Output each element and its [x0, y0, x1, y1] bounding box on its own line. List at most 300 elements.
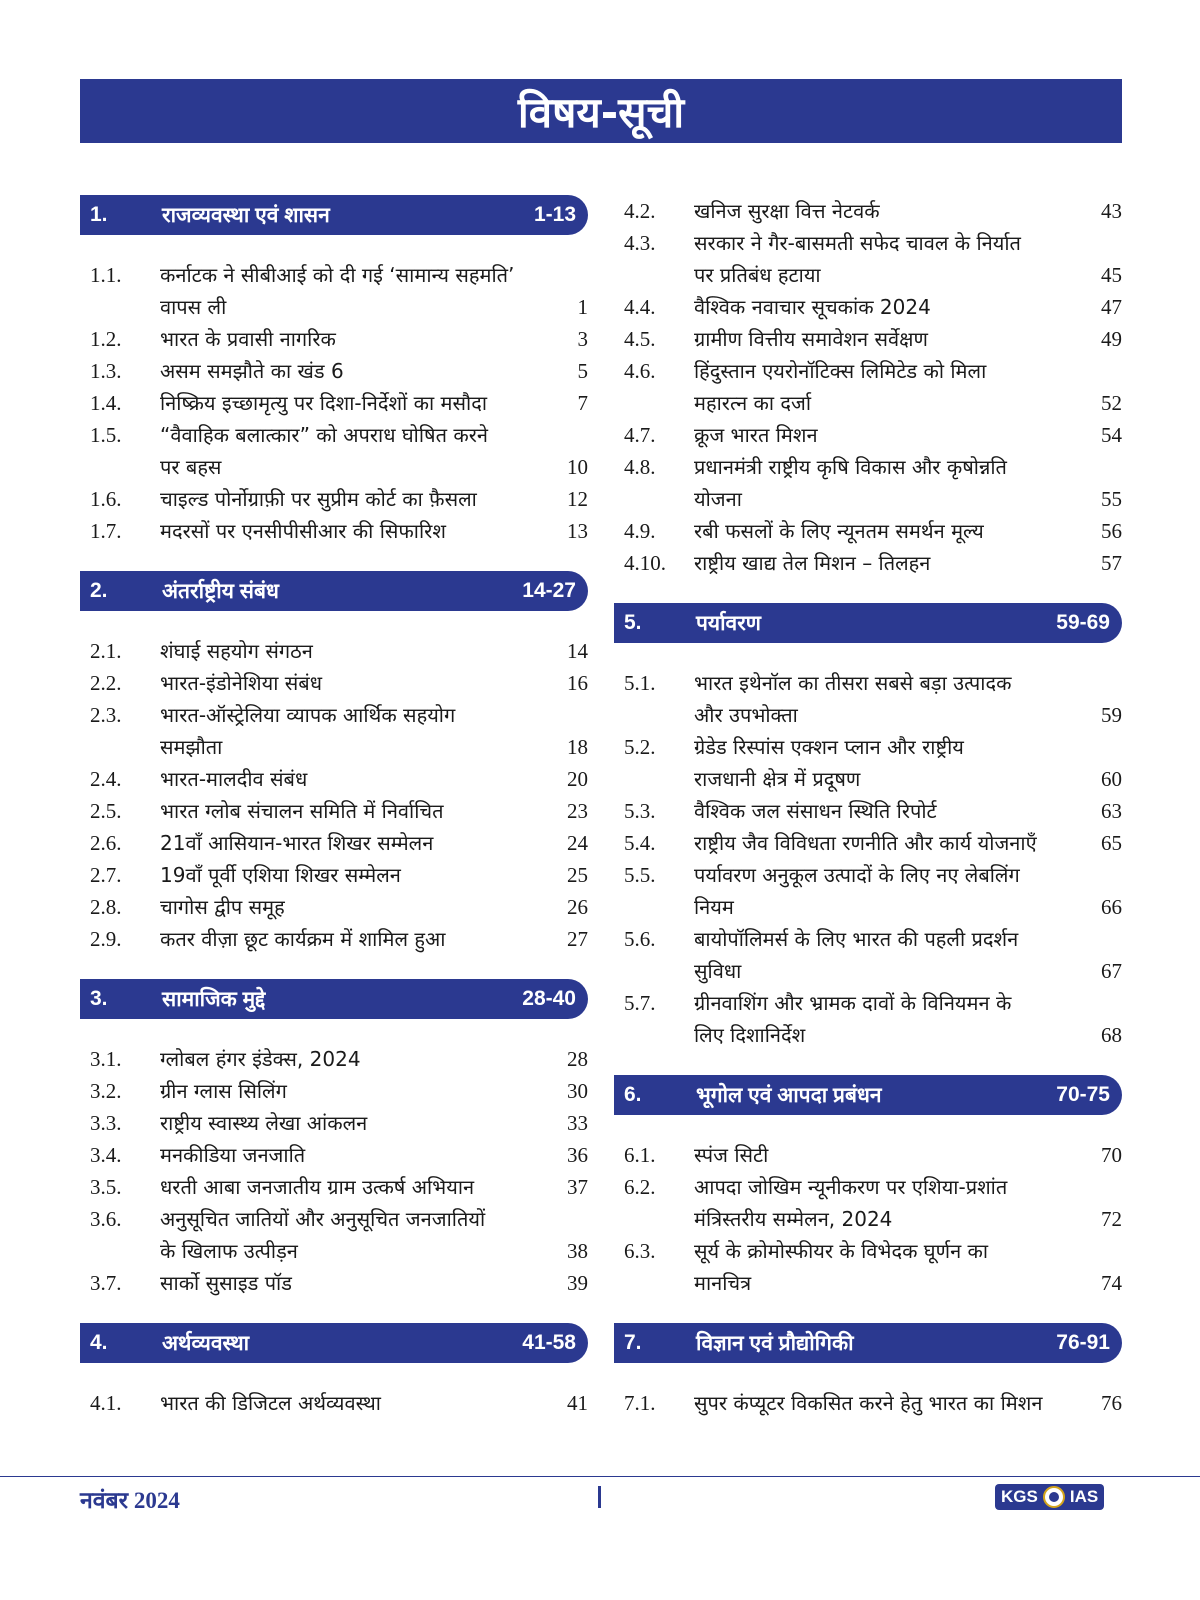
item-page-number: 76	[1101, 1391, 1122, 1415]
item-number: 1.1.	[90, 263, 122, 287]
item-line	[694, 923, 1122, 955]
item-title: सरकार ने गैर-बासमती सफेद चावल के निर्यात	[694, 231, 1021, 255]
item-line	[160, 1203, 588, 1235]
item-page-number: 45	[1101, 263, 1122, 287]
item-title: सूर्य के क्रोमोस्फीयर के विभेदक घूर्णन का	[694, 1239, 989, 1263]
item-line	[694, 1171, 1122, 1203]
item-line	[694, 323, 1122, 355]
item-page-number: 57	[1101, 551, 1122, 575]
item-page-number: 49	[1101, 327, 1122, 351]
toc-item[interactable]	[614, 827, 1122, 859]
item-title: आपदा जोखिम न्यूनीकरण पर एशिया-प्रशांत	[694, 1175, 1008, 1199]
item-body	[694, 195, 1122, 227]
item-page-number: 52	[1101, 391, 1122, 415]
footer-divider	[0, 1476, 1200, 1477]
item-line	[694, 1203, 1122, 1235]
item-number: 3.4.	[90, 1143, 122, 1167]
item-page-number: 59	[1101, 703, 1122, 727]
item-number: 3.5.	[90, 1175, 122, 1199]
item-line	[160, 259, 588, 291]
item-number: 4.3.	[624, 231, 656, 255]
item-page-number: 14	[567, 639, 588, 663]
section-header[interactable]	[80, 979, 588, 1019]
item-line	[694, 795, 1122, 827]
item-line	[694, 419, 1122, 451]
toc-item[interactable]	[614, 923, 1122, 987]
item-title: भारत-इंडोनेशिया संबंध	[160, 671, 322, 695]
logo-text-left: KGS	[1001, 1487, 1038, 1506]
item-page-number: 36	[567, 1143, 588, 1167]
item-body	[160, 419, 588, 483]
logo-text-right: IAS	[1069, 1487, 1099, 1506]
item-number: 3.3.	[90, 1111, 122, 1135]
toc-item[interactable]	[80, 483, 588, 515]
item-title: योजना	[694, 487, 742, 511]
item-page-number: 30	[567, 1079, 588, 1103]
item-title: लिए दिशानिर्देश	[694, 1023, 806, 1047]
item-body	[160, 635, 588, 667]
section-title: अंतर्राष्ट्रीय संबंध	[162, 580, 279, 603]
toc-item[interactable]	[614, 419, 1122, 451]
item-body	[160, 1267, 588, 1299]
item-body	[694, 859, 1122, 923]
toc-item[interactable]	[614, 987, 1122, 1051]
section-number: 4.	[90, 1331, 108, 1354]
item-body	[160, 1387, 588, 1419]
item-body	[160, 763, 588, 795]
item-page-number: 25	[567, 863, 588, 887]
item-line	[694, 195, 1122, 227]
item-line	[694, 259, 1122, 291]
section-page-range: 1-13	[533, 203, 576, 226]
item-body	[694, 987, 1122, 1051]
item-line	[160, 483, 588, 515]
item-number: 3.6.	[90, 1207, 122, 1231]
item-line	[694, 1139, 1122, 1171]
item-line	[160, 827, 588, 859]
toc-item[interactable]	[614, 355, 1122, 419]
emblem-icon	[1043, 1486, 1065, 1508]
section-number: 7.	[624, 1331, 642, 1354]
item-title: राष्ट्रीय जैव विविधता रणनीति और कार्य योजनाएँ	[694, 831, 1037, 855]
item-number: 1.3.	[90, 359, 122, 383]
toc-item[interactable]	[80, 699, 588, 763]
item-line	[160, 1387, 588, 1419]
item-body	[694, 451, 1122, 515]
section-header[interactable]	[614, 1075, 1122, 1115]
item-number: 2.1.	[90, 639, 122, 663]
item-line	[160, 291, 588, 323]
section-header[interactable]	[614, 1323, 1122, 1363]
toc-item[interactable]	[80, 635, 588, 667]
item-page-number: 28	[567, 1047, 588, 1071]
toc-column-right	[614, 195, 1122, 1443]
item-page-number: 13	[567, 519, 588, 543]
item-body	[694, 1171, 1122, 1235]
item-page-number: 43	[1101, 199, 1122, 223]
item-body	[160, 355, 588, 387]
item-line	[694, 699, 1122, 731]
item-number: 4.4.	[624, 295, 656, 319]
toc-item[interactable]	[614, 795, 1122, 827]
item-title: समझौता	[160, 735, 223, 759]
item-page-number: 70	[1101, 1143, 1122, 1167]
toc-item[interactable]	[80, 1203, 588, 1267]
item-body	[694, 731, 1122, 795]
section-number: 5.	[624, 611, 642, 634]
toc-item[interactable]	[80, 827, 588, 859]
toc-item[interactable]	[614, 1139, 1122, 1171]
toc-item[interactable]	[614, 451, 1122, 515]
toc-item[interactable]	[614, 731, 1122, 795]
item-title: ग्रीनवाशिंग और भ्रामक दावों के विनियमन के	[694, 991, 1012, 1015]
toc-list	[80, 259, 588, 547]
item-number: 2.6.	[90, 831, 122, 855]
item-number: 3.7.	[90, 1271, 122, 1295]
item-title: सार्को सुसाइड पॉड	[160, 1271, 292, 1295]
item-number: 3.1.	[90, 1047, 122, 1071]
toc-item[interactable]	[80, 259, 588, 323]
section-title: राजव्यवस्था एवं शासन	[162, 204, 330, 227]
item-title: क्रूज भारत मिशन	[694, 423, 818, 447]
item-line	[694, 955, 1122, 987]
item-line	[694, 515, 1122, 547]
item-body	[160, 1043, 588, 1075]
item-title: वैश्विक जल संसाधन स्थिति रिपोर्ट	[694, 799, 937, 823]
item-line	[694, 1019, 1122, 1051]
item-title: चाइल्ड पोर्नोग्राफ़ी पर सुप्रीम कोर्ट का फ़ैसला	[160, 487, 477, 511]
item-title: स्पंज सिटी	[694, 1143, 769, 1167]
item-page-number: 55	[1101, 487, 1122, 511]
item-body	[160, 859, 588, 891]
item-line	[160, 1171, 588, 1203]
item-page-number: 26	[567, 895, 588, 919]
item-page-number: 54	[1101, 423, 1122, 447]
item-title: ग्रीन ग्लास सिलिंग	[160, 1079, 287, 1103]
toc-item[interactable]	[80, 1387, 588, 1419]
footer-separator	[598, 1486, 601, 1508]
section-header[interactable]	[80, 195, 588, 235]
item-body	[694, 515, 1122, 547]
item-body	[160, 699, 588, 763]
item-body	[694, 547, 1122, 579]
item-page-number: 33	[567, 1111, 588, 1135]
item-title: मदरसों पर एनसीपीसीआर की सिफारिश	[160, 519, 446, 543]
item-line	[694, 1235, 1122, 1267]
item-line	[160, 451, 588, 483]
item-number: 4.6.	[624, 359, 656, 383]
item-title: कर्नाटक ने सीबीआई को दी गई ‘सामान्य सहमति’	[160, 263, 515, 287]
item-number: 4.10.	[624, 551, 666, 575]
item-line	[160, 859, 588, 891]
item-title: वैश्विक नवाचार सूचकांक 2024	[694, 295, 931, 319]
toc-list	[614, 195, 1122, 579]
item-body	[694, 291, 1122, 323]
item-title: भारत इथेनॉल का तीसरा सबसे बड़ा उत्पादक	[694, 671, 1012, 695]
item-number: 1.5.	[90, 423, 122, 447]
toc-item[interactable]	[614, 547, 1122, 579]
item-page-number: 27	[567, 927, 588, 951]
item-line	[694, 451, 1122, 483]
item-line	[160, 419, 588, 451]
toc-item[interactable]	[80, 859, 588, 891]
section-header[interactable]	[80, 1323, 588, 1363]
item-body	[160, 1075, 588, 1107]
item-line	[160, 515, 588, 547]
section-header[interactable]	[80, 571, 588, 611]
toc-item[interactable]	[614, 227, 1122, 291]
toc-item[interactable]	[80, 763, 588, 795]
toc-item[interactable]	[80, 1139, 588, 1171]
toc-item[interactable]	[614, 195, 1122, 227]
item-number: 3.2.	[90, 1079, 122, 1103]
toc-item[interactable]	[80, 387, 588, 419]
item-number: 2.2.	[90, 671, 122, 695]
item-page-number: 1	[577, 295, 588, 319]
item-number: 5.4.	[624, 831, 656, 855]
item-body	[160, 323, 588, 355]
item-title: भारत के प्रवासी नागरिक	[160, 327, 336, 351]
item-page-number: 63	[1101, 799, 1122, 823]
item-line	[160, 323, 588, 355]
item-line	[160, 1267, 588, 1299]
item-body	[160, 483, 588, 515]
item-title: ग्रामीण वित्तीय समावेशन सर्वेक्षण	[694, 327, 928, 351]
toc-column-left	[80, 195, 588, 1443]
section-header[interactable]	[614, 603, 1122, 643]
item-body	[694, 419, 1122, 451]
section-title: विज्ञान एवं प्रौद्योगिकी	[696, 1332, 854, 1355]
item-title: असम समझौते का खंड 6	[160, 359, 344, 383]
item-body	[160, 387, 588, 419]
item-body	[160, 1139, 588, 1171]
item-body	[694, 667, 1122, 731]
section-page-range: 59-69	[1056, 611, 1110, 634]
item-body	[694, 1387, 1122, 1419]
toc-item[interactable]	[80, 1267, 588, 1299]
item-number: 5.3.	[624, 799, 656, 823]
toc-item[interactable]	[80, 515, 588, 547]
item-title: पर्यावरण अनुकूल उत्पादों के लिए नए लेबलिंग	[694, 863, 1020, 887]
item-line	[160, 795, 588, 827]
section-title: पर्यावरण	[696, 612, 761, 635]
item-line	[694, 547, 1122, 579]
item-body	[694, 1139, 1122, 1171]
section-number: 1.	[90, 203, 108, 226]
item-page-number: 66	[1101, 895, 1122, 919]
item-line	[694, 859, 1122, 891]
item-title: खनिज सुरक्षा वित्त नेटवर्क	[694, 199, 880, 223]
item-title: मानचित्र	[694, 1271, 752, 1295]
item-line	[694, 763, 1122, 795]
item-line	[160, 699, 588, 731]
item-number: 4.8.	[624, 455, 656, 479]
toc-item[interactable]	[80, 891, 588, 923]
item-body	[694, 795, 1122, 827]
item-line	[160, 763, 588, 795]
item-title: “वैवाहिक बलात्कार” को अपराध घोषित करने	[160, 423, 488, 447]
item-number: 4.7.	[624, 423, 656, 447]
item-number: 5.1.	[624, 671, 656, 695]
item-number: 5.6.	[624, 927, 656, 951]
item-page-number: 37	[567, 1175, 588, 1199]
item-page-number: 74	[1101, 1271, 1122, 1295]
toc-item[interactable]	[614, 291, 1122, 323]
item-title: राष्ट्रीय खाद्य तेल मिशन – तिलहन	[694, 551, 931, 575]
toc-item[interactable]	[80, 1171, 588, 1203]
item-body	[160, 1171, 588, 1203]
toc-item[interactable]	[80, 923, 588, 955]
page-title: विषय-सूची	[80, 79, 1122, 143]
item-body	[694, 1235, 1122, 1299]
item-title: पर प्रतिबंध हटाया	[694, 263, 821, 287]
item-body	[160, 891, 588, 923]
item-title: निष्क्रिय इच्छामृत्यु पर दिशा-निर्देशों का मसौदा	[160, 391, 488, 415]
toc-item[interactable]	[80, 1107, 588, 1139]
toc-item[interactable]	[614, 1387, 1122, 1419]
item-title: बायोपॉलिमर्स के लिए भारत की पहली प्रदर्शन	[694, 927, 1019, 951]
item-line	[160, 1235, 588, 1267]
section-page-range: 28-40	[522, 987, 576, 1010]
item-line	[694, 1387, 1122, 1419]
item-title: चागोस द्वीप समूह	[160, 895, 285, 919]
toc-list	[80, 1387, 588, 1419]
item-title: मनकीडिया जनजाति	[160, 1143, 306, 1167]
item-body	[160, 795, 588, 827]
kgs-ias-logo	[995, 1484, 1104, 1510]
item-number: 2.5.	[90, 799, 122, 823]
item-line	[160, 635, 588, 667]
toc-item[interactable]	[614, 1171, 1122, 1235]
toc-list	[614, 667, 1122, 1051]
item-number: 1.6.	[90, 487, 122, 511]
item-line	[694, 667, 1122, 699]
toc-item[interactable]	[614, 1235, 1122, 1299]
item-body	[694, 827, 1122, 859]
item-title: वापस ली	[160, 295, 227, 319]
item-line	[160, 923, 588, 955]
toc-item[interactable]	[80, 1075, 588, 1107]
item-title: पर बहस	[160, 455, 222, 479]
item-title: सुविधा	[694, 959, 742, 983]
item-number: 1.4.	[90, 391, 122, 415]
item-title: के खिलाफ उत्पीड़न	[160, 1239, 298, 1263]
item-page-number: 7	[577, 391, 588, 415]
item-body	[160, 667, 588, 699]
item-page-number: 72	[1101, 1207, 1122, 1231]
item-page-number: 67	[1101, 959, 1122, 983]
item-line	[160, 387, 588, 419]
section-number: 6.	[624, 1083, 642, 1106]
item-line	[694, 227, 1122, 259]
section-page-range: 41-58	[522, 1331, 576, 1354]
toc-item[interactable]	[80, 355, 588, 387]
item-page-number: 24	[567, 831, 588, 855]
item-body	[160, 1203, 588, 1267]
item-line	[160, 1043, 588, 1075]
item-title: सुपर कंप्यूटर विकसित करने हेतु भारत का मिशन	[694, 1391, 1043, 1415]
section-number: 3.	[90, 987, 108, 1010]
item-body	[694, 227, 1122, 291]
item-number: 4.2.	[624, 199, 656, 223]
item-title: भारत ग्लोब संचालन समिति में निर्वाचित	[160, 799, 444, 823]
item-title: भारत-ऑस्ट्रेलिया व्यापक आर्थिक सहयोग	[160, 703, 456, 727]
item-number: 5.5.	[624, 863, 656, 887]
item-line	[160, 1139, 588, 1171]
item-body	[160, 259, 588, 323]
item-number: 1.2.	[90, 327, 122, 351]
section-title: भूगोल एवं आपदा प्रबंधन	[696, 1084, 882, 1107]
toc-item[interactable]	[614, 323, 1122, 355]
item-line	[160, 667, 588, 699]
item-title: 19वाँ पूर्वी एशिया शिखर सम्मेलन	[160, 863, 401, 887]
item-number: 4.5.	[624, 327, 656, 351]
item-line	[694, 387, 1122, 419]
item-line	[160, 891, 588, 923]
toc-item[interactable]	[80, 323, 588, 355]
toc-item[interactable]	[614, 515, 1122, 547]
item-title: हिंदुस्तान एयरोनॉटिक्स लिमिटेड को मिला	[694, 359, 987, 383]
item-number: 6.3.	[624, 1239, 656, 1263]
toc-item[interactable]	[614, 859, 1122, 923]
item-page-number: 60	[1101, 767, 1122, 791]
item-page-number: 68	[1101, 1023, 1122, 1047]
item-title: राष्ट्रीय स्वास्थ्य लेखा आंकलन	[160, 1111, 368, 1135]
toc-item[interactable]	[614, 667, 1122, 731]
section-page-range: 70-75	[1056, 1083, 1110, 1106]
item-page-number: 47	[1101, 295, 1122, 319]
toc-item[interactable]	[80, 795, 588, 827]
toc-item[interactable]	[80, 1043, 588, 1075]
item-page-number: 65	[1101, 831, 1122, 855]
item-body	[694, 923, 1122, 987]
item-number: 4.9.	[624, 519, 656, 543]
item-number: 7.1.	[624, 1391, 656, 1415]
item-title: ग्रेडेड रिस्पांस एक्शन प्लान और राष्ट्रीय	[694, 735, 964, 759]
toc-list	[614, 1387, 1122, 1419]
item-line	[694, 483, 1122, 515]
toc-item[interactable]	[80, 667, 588, 699]
item-number: 2.8.	[90, 895, 122, 919]
toc-item[interactable]	[80, 419, 588, 483]
item-title: कतर वीज़ा छूट कार्यक्रम में शामिल हुआ	[160, 927, 446, 951]
item-line	[160, 1107, 588, 1139]
item-title: राजधानी क्षेत्र में प्रदूषण	[694, 767, 861, 791]
item-title: भारत-मालदीव संबंध	[160, 767, 308, 791]
item-title: शंघाई सहयोग संगठन	[160, 639, 313, 663]
issue-date: नवंबर 2024	[80, 1488, 180, 1513]
item-page-number: 5	[577, 359, 588, 383]
item-line	[694, 891, 1122, 923]
item-title: ग्लोबल हंगर इंडेक्स, 2024	[160, 1047, 361, 1071]
item-title: मंत्रिस्तरीय सम्मेलन, 2024	[694, 1207, 893, 1231]
item-number: 1.7.	[90, 519, 122, 543]
section-page-range: 14-27	[522, 579, 576, 602]
item-number: 5.2.	[624, 735, 656, 759]
item-body	[160, 515, 588, 547]
section-number: 2.	[90, 579, 108, 602]
item-page-number: 38	[567, 1239, 588, 1263]
item-title: महारत्न का दर्जा	[694, 391, 812, 415]
item-title: धरती आबा जनजातीय ग्राम उत्कर्ष अभियान	[160, 1175, 475, 1199]
item-number: 5.7.	[624, 991, 656, 1015]
item-body	[160, 1107, 588, 1139]
item-number: 4.1.	[90, 1391, 122, 1415]
item-line	[160, 731, 588, 763]
section-title: सामाजिक मुद्दे	[162, 988, 266, 1011]
item-page-number: 10	[567, 455, 588, 479]
item-title: और उपभोक्ता	[694, 703, 798, 727]
